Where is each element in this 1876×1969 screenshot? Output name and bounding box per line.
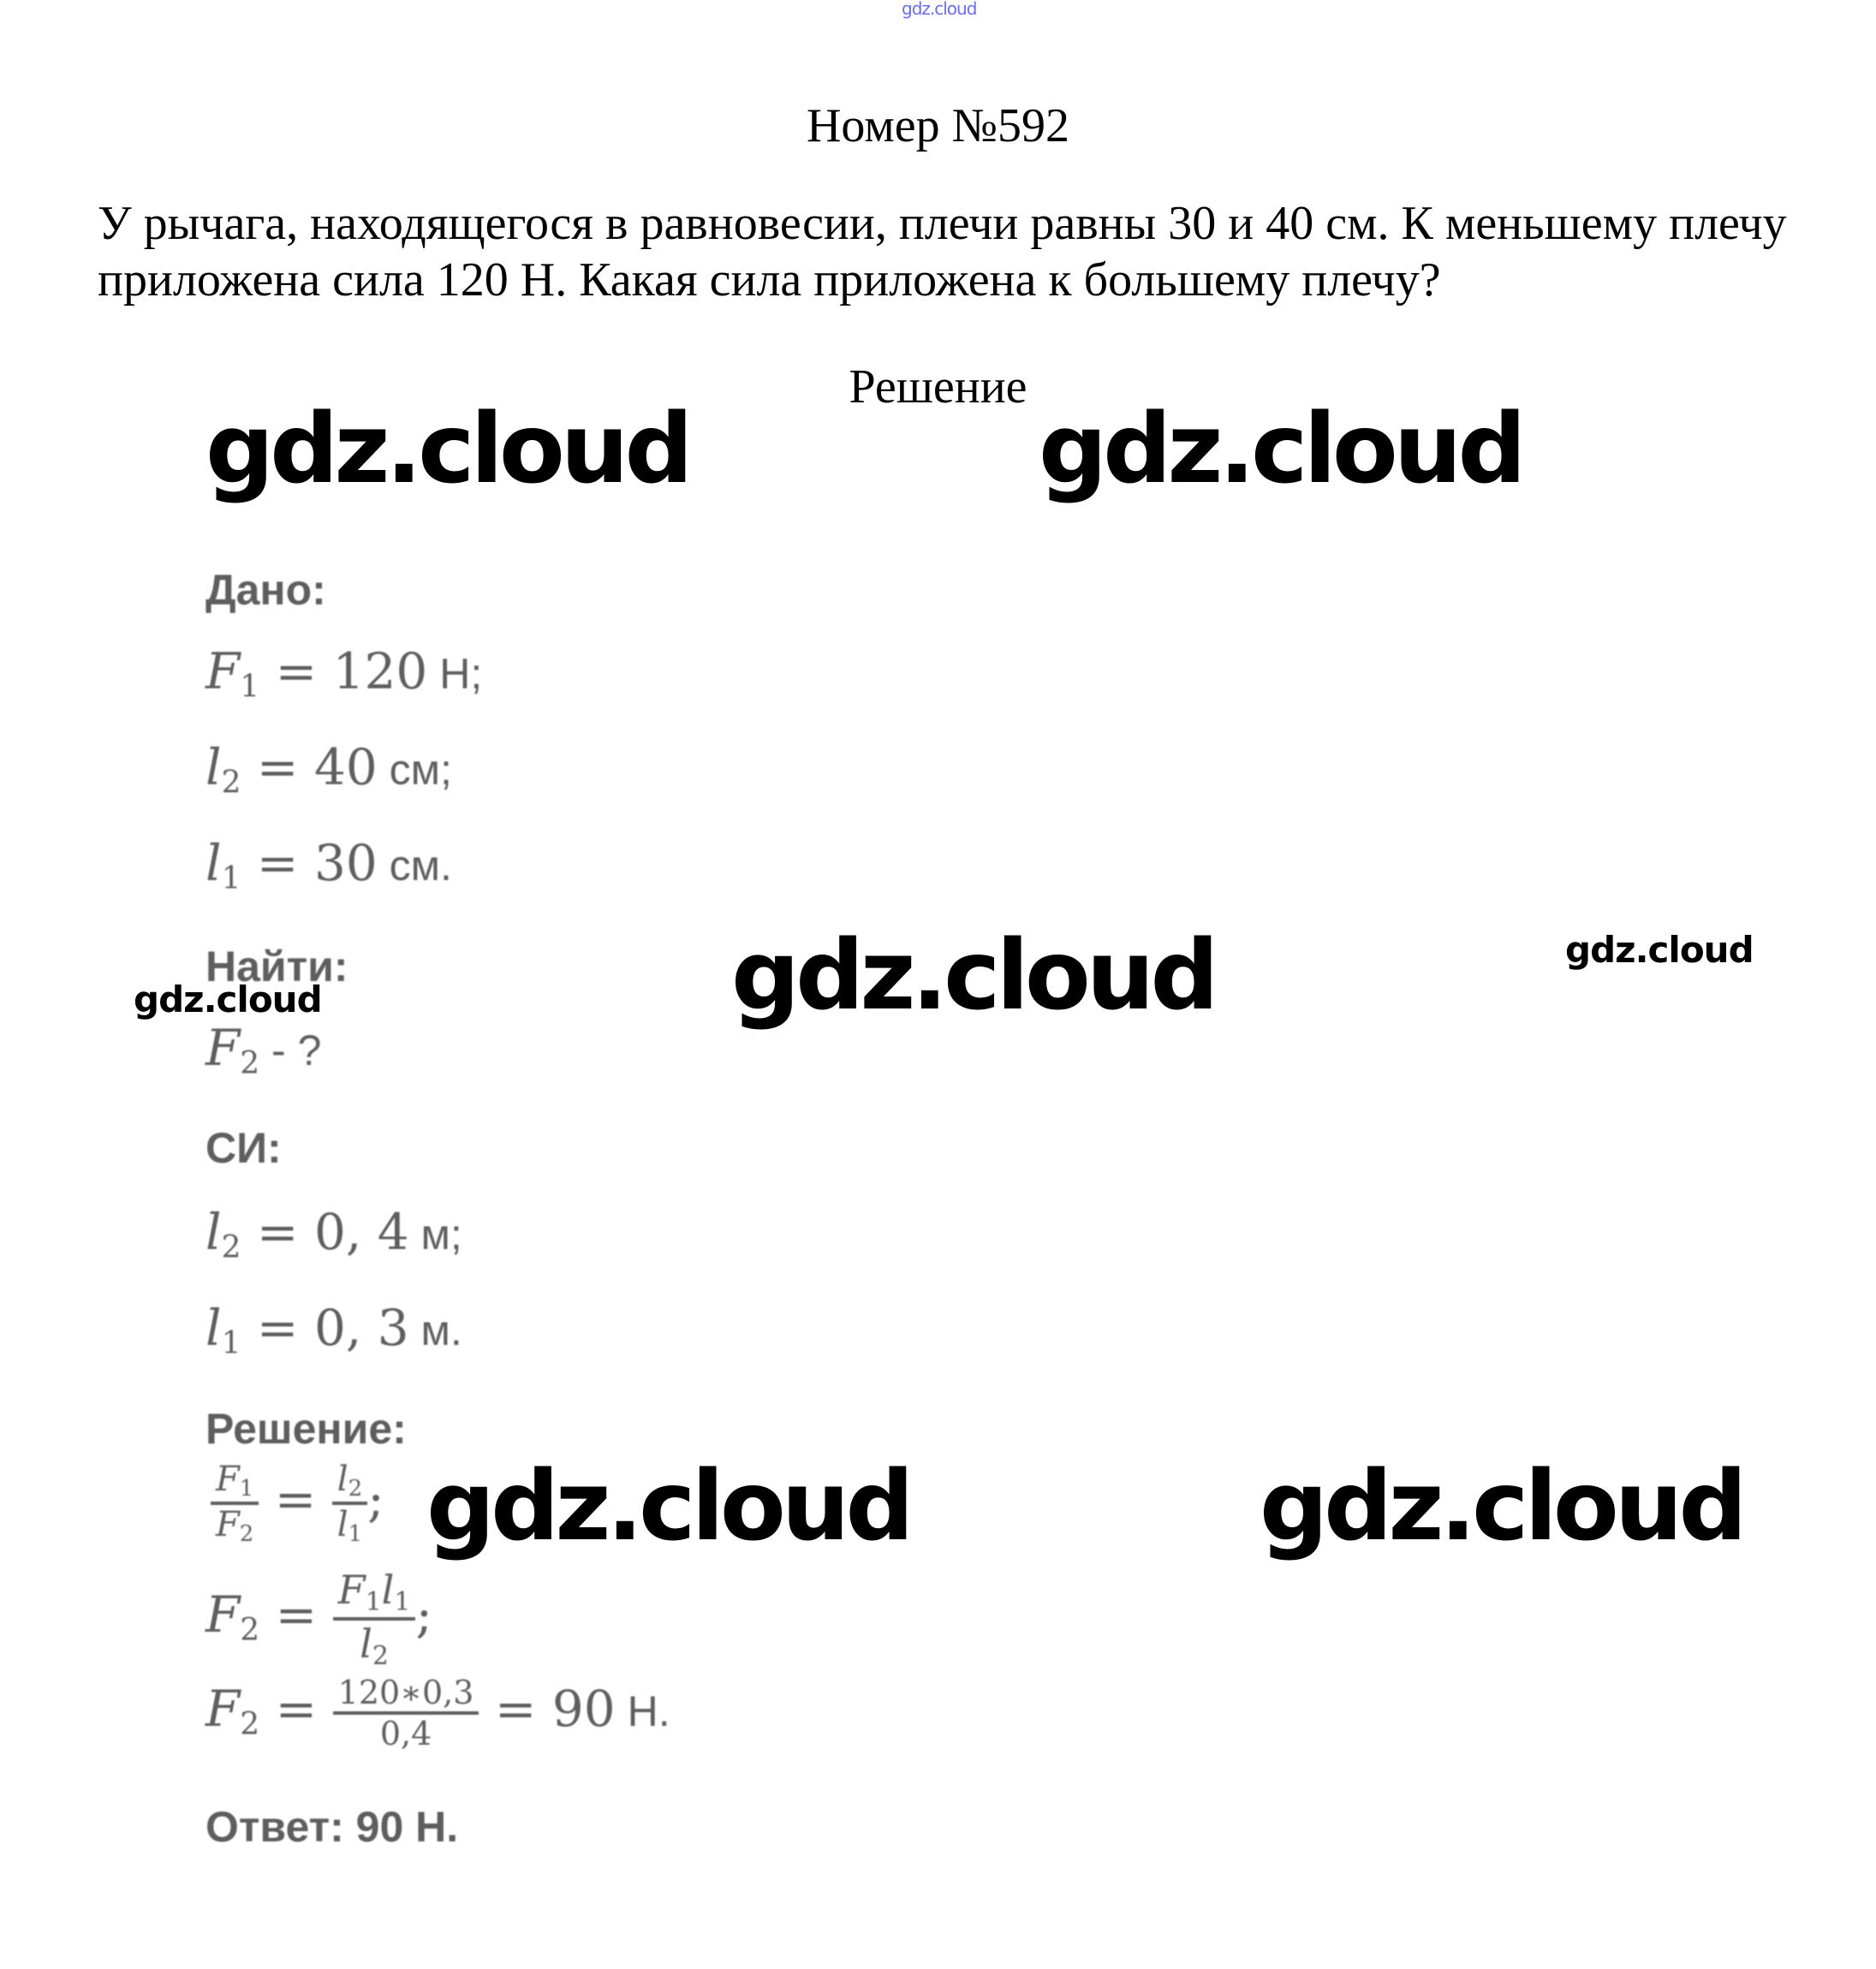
solution-label: Решение: [205,1405,407,1453]
fraction-arms: $\frac{l_2}{l_1}$ [332,1460,367,1547]
si-label: СИ: [205,1124,282,1172]
watermark-3: gdz.cloud [731,920,1215,1032]
watermark-7: gdz.cloud [1260,1451,1743,1562]
answer-line: Ответ: 90 Н. [205,1803,459,1851]
fraction-formula: $\frac{F_1l_1}{l_2}$ [333,1567,416,1671]
equation-f2-formula: $F_2$ = $\frac{F_1l_1}{l_2}$ ; [205,1567,433,1671]
equation-ratio: $\frac{F_1}{F_2}$ = $\frac{l_2}{l_1}$ ; [211,1460,384,1547]
watermark-1: gdz.cloud [205,394,689,505]
watermark-6: gdz.cloud [426,1451,910,1562]
page-title: Номер №592 [806,99,1070,152]
watermark-5: gdz.cloud [134,979,322,1020]
watermark-top-small: gdz.cloud [902,0,977,19]
watermark-2: gdz.cloud [1039,394,1522,505]
si-line-l2: $l_2 = 0$, 4 м; [205,1203,462,1265]
find-line-f2: $F_2$ - ? [205,1019,322,1081]
problem-text: У рычага, находящегося в равновесии, плечи равны 30 и 40 см. К меньшему плечу приложена сила 120 Н. Какая сила приложена к большему плечу? [98,197,1787,306]
given-line-l1: $l_1 = 30$ см. [205,834,452,896]
given-line-f1: $F_1 = 120$ Н; [205,642,483,705]
given-line-l2: $l_2 = 40$ см; [205,738,452,800]
si-line-l1: $l_1 = 0$, 3 м. [205,1299,462,1361]
given-label: Дано: [205,566,326,614]
fraction-numeric: $\frac{120∗0,3}{0,4}$ [333,1674,479,1752]
equation-f2-value: $F_2$ = $\frac{120∗0,3}{0,4}$ = 90 Н. [205,1674,670,1752]
fraction-forces: $\frac{F_1}{F_2}$ [211,1460,259,1547]
watermark-4: gdz.cloud [1565,929,1754,971]
find-label: Найти: [205,943,348,990]
solution-heading: Решение [849,360,1027,413]
